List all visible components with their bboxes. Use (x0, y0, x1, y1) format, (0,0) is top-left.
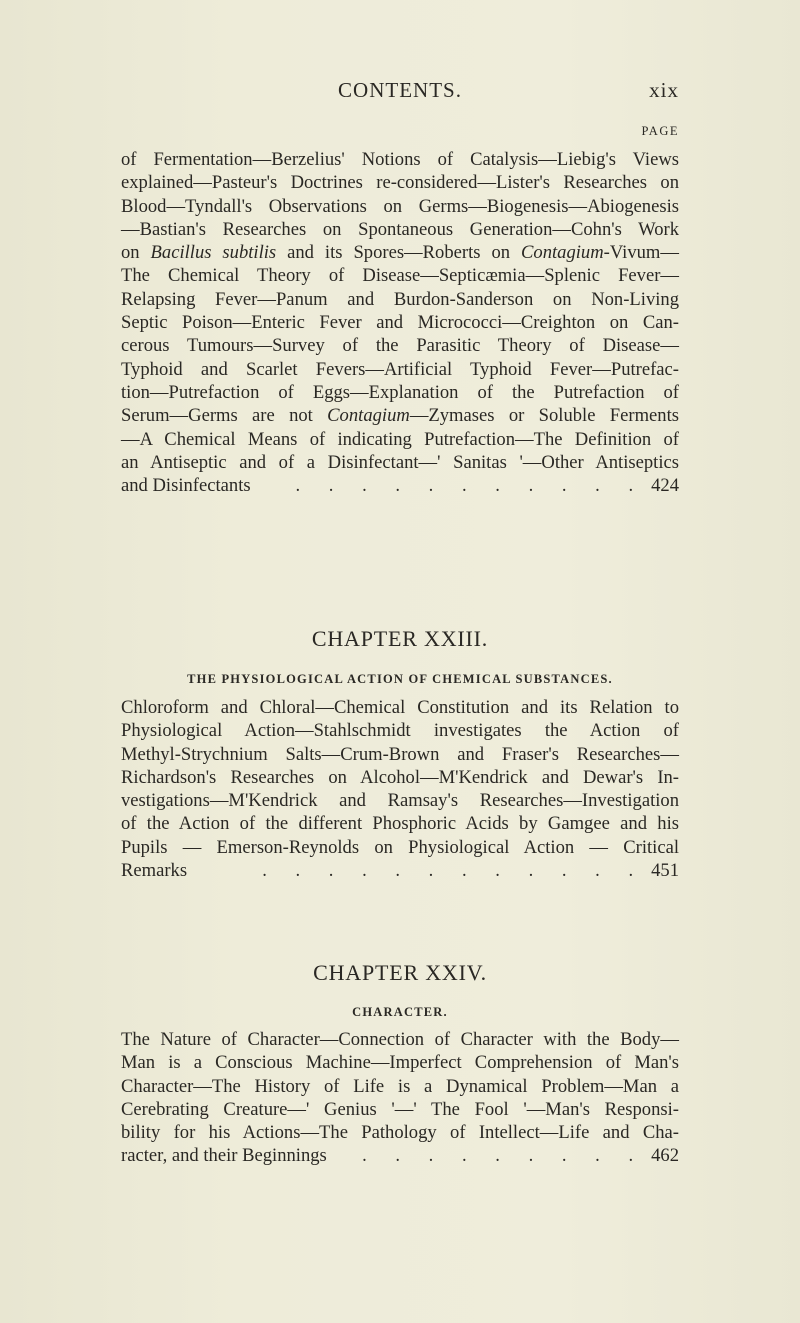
entry-last-line (121, 1144, 679, 1167)
running-head (0, 78, 800, 102)
contents-entry-physiological-action (121, 696, 679, 882)
entry-line: The Nature of Character—Connection of Character with the Body— (121, 1029, 679, 1050)
entry-line: Character—The History of Life is a Dynamical Problem—Man a (121, 1075, 679, 1097)
entry-line: vestigations—M'Kendrick and Ramsay's Researches—Investigation (121, 790, 679, 812)
running-title: CONTENTS. (338, 78, 462, 102)
entry-last-line (121, 474, 679, 497)
entry-line: tion—Putrefaction of Eggs—Explanation of the Putrefaction of (121, 381, 679, 403)
entry-line (121, 241, 679, 264)
entry-line: Pupils — Emerson-Reynolds on Physiological Action — Critical (121, 836, 679, 858)
page-number: 451 (651, 860, 679, 882)
chapter-heading: CHAPTER XXIV. (313, 960, 487, 985)
chapter-heading: CHAPTER XXIII. (311, 626, 489, 651)
dot-leader: . . . . . . . . . . . (295, 475, 646, 497)
entry-line: Richardson's Researches on Alcohol—M'Kendrick and Dewar's In- (121, 766, 679, 788)
page-number: 462 (651, 1145, 679, 1167)
entry-line: —Bastian's Researches on Spontaneous Generation—Cohn's Work (121, 218, 679, 240)
entry-line: Man is a Conscious Machine—Imperfect Comprehension of Man's (121, 1052, 679, 1074)
entry-line: explained—Pasteur's Doctrines re-considered—Lister's Researches on (121, 172, 679, 194)
page-number: 424 (651, 475, 679, 497)
entry-line: Methyl-Strychnium Salts—Crum-Brown and Fraser's Researches— (121, 743, 679, 765)
entry-line: Septic Poison—Enteric Fever and Micrococci—Creighton on Can- (121, 312, 679, 334)
entry-line: bility for his Actions—The Pathology of Intellect—Life and Cha- (121, 1122, 679, 1144)
entry-line: of Fermentation—Berzelius' Notions of Catalysis—Liebig's Views (121, 149, 679, 170)
entry-line: Blood—Tyndall's Observations on Germs—Biogenesis—Abiogenesis (121, 195, 679, 217)
entry-line: cerous Tumours—Survey of the Parasitic Theory of Disease— (121, 335, 679, 357)
chapter-subtitle: THE PHYSIOLOGICAL ACTION OF CHEMICAL SUBSTANCES. (187, 672, 613, 686)
entry-last-line (121, 859, 679, 882)
dot-leader: . . . . . . . . . . . . (262, 860, 646, 882)
entry-line-text: on Bacillus subtilis and its Spores—Roberts on Contagium-Vivum— (121, 242, 679, 264)
entry-last-text: and Disinfectants (121, 475, 251, 497)
entry-line: Typhoid and Scarlet Fevers—Artificial Typhoid Fever—Putrefac- (121, 358, 679, 380)
entry-line: Cerebrating Creature—' Genius '—' The Fool '—Man's Responsi- (121, 1098, 679, 1120)
entry-line (121, 404, 679, 427)
entry-line-text: Serum—Germs are not Contagium—Zymases or Soluble Ferments (121, 405, 679, 427)
page-column-label: PAGE (641, 124, 679, 138)
dot-leader: . . . . . . . . . (362, 1145, 646, 1167)
entry-line: Physiological Action—Stahlschmidt investigates the Action of (121, 720, 679, 742)
contents-entry-character (121, 1028, 679, 1168)
entry-line: of the Action of the different Phosphoric Acids by Gamgee and his (121, 813, 679, 835)
entry-last-text: Remarks (121, 860, 188, 882)
entry-line: Relapsing Fever—Panum and Burdon-Sanderson on Non-Living (121, 288, 679, 310)
contents-entry-fermentation (121, 148, 679, 497)
entry-line: Chloroform and Chloral—Chemical Constitution and its Relation to (121, 697, 679, 718)
entry-last-text: racter, and their Beginnings (121, 1145, 327, 1167)
chapter-subtitle: CHARACTER. (352, 1005, 448, 1019)
entry-line: —A Chemical Means of indicating Putrefaction—The Definition of (121, 428, 679, 450)
page-folio: xix (649, 78, 679, 102)
entry-line: an Antiseptic and of a Disinfectant—' Sanitas '—Other Antiseptics (121, 451, 679, 473)
entry-line: The Chemical Theory of Disease—Septicæmia—Splenic Fever— (121, 265, 679, 287)
